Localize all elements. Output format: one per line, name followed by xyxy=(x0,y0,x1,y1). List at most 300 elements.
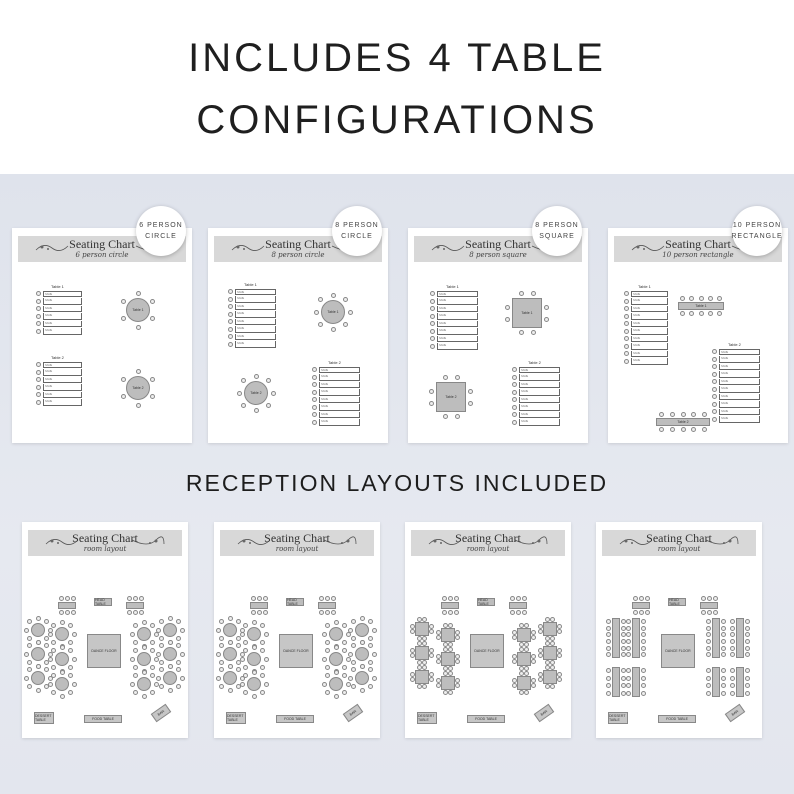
seat-number-icon xyxy=(36,400,41,405)
seat-number-icon xyxy=(228,297,233,302)
chair-icon xyxy=(680,311,685,316)
chair-icon xyxy=(606,676,611,681)
table-type-badge xyxy=(732,206,782,256)
chair-icon xyxy=(159,684,164,689)
seat-number-icon xyxy=(512,390,517,395)
chair-icon xyxy=(745,691,750,696)
chair-icon xyxy=(27,667,32,672)
square-table xyxy=(517,628,531,642)
chair-icon xyxy=(372,652,377,657)
rect-table xyxy=(250,602,268,609)
chair-icon xyxy=(519,291,524,296)
chair-icon xyxy=(368,667,373,672)
name-field: NAME xyxy=(519,404,560,411)
seat-number-icon xyxy=(312,390,317,395)
square-table xyxy=(441,652,455,666)
name-field: NAME xyxy=(719,364,760,371)
seat-number-icon xyxy=(312,375,317,380)
chair-icon xyxy=(730,619,735,624)
rect-table xyxy=(612,618,620,658)
food-table: FOOD TABLE xyxy=(276,715,314,723)
chair-icon xyxy=(59,596,64,601)
name-field: NAME xyxy=(319,397,360,404)
chair-icon xyxy=(626,676,631,681)
chair-icon xyxy=(51,640,56,645)
chair-icon xyxy=(531,654,536,659)
chair-icon xyxy=(524,666,529,671)
round-table xyxy=(223,623,237,637)
chair-icon xyxy=(342,623,347,628)
chair-icon xyxy=(706,632,711,637)
name-row xyxy=(430,290,478,298)
chair-icon xyxy=(659,412,664,417)
chair-icon xyxy=(745,646,750,651)
chair-icon xyxy=(745,626,750,631)
name-list-title: Table 1 xyxy=(51,284,64,289)
name-row xyxy=(512,374,560,382)
chair-icon xyxy=(331,293,336,298)
seat-number-icon xyxy=(312,367,317,372)
chair-icon xyxy=(706,639,711,644)
badge-line-1: 8 PERSON xyxy=(335,222,379,229)
card-title: Seating Chart xyxy=(465,237,531,251)
chair-icon xyxy=(243,690,248,695)
chair-icon xyxy=(241,378,246,383)
head-table: HEAD TABLE xyxy=(668,598,686,606)
name-field: NAME xyxy=(437,298,478,305)
chair-icon xyxy=(71,610,76,615)
chair-icon xyxy=(254,374,259,379)
chair-icon xyxy=(626,646,631,651)
chair-icon xyxy=(24,628,29,633)
name-field: NAME xyxy=(719,349,760,356)
seat-number-icon xyxy=(36,329,41,334)
chair-icon xyxy=(730,632,735,637)
card-subtitle: room layout xyxy=(657,545,701,553)
chair-icon xyxy=(36,640,41,645)
card-title: Seating Chart xyxy=(69,237,135,251)
chair-icon xyxy=(721,626,726,631)
chair-icon xyxy=(454,596,459,601)
chair-icon xyxy=(44,636,49,641)
badge-line-2: RECTANGLE xyxy=(731,233,783,240)
round-table xyxy=(329,677,343,691)
chair-icon xyxy=(730,691,735,696)
name-field: NAME xyxy=(519,367,560,374)
chair-icon xyxy=(706,691,711,696)
chair-icon xyxy=(260,665,265,670)
chair-icon xyxy=(641,632,646,637)
name-list-title: Table 2 xyxy=(51,355,64,360)
seat-number-icon xyxy=(624,359,629,364)
chair-icon xyxy=(606,619,611,624)
round-table xyxy=(163,671,177,685)
bar: BAR xyxy=(534,704,554,723)
round-table xyxy=(163,647,177,661)
chair-icon xyxy=(133,673,138,678)
chair-icon xyxy=(342,690,347,695)
name-field: NAME xyxy=(519,397,560,404)
bar: BAR xyxy=(151,704,171,723)
name-row xyxy=(312,374,360,382)
chair-icon xyxy=(243,640,248,645)
seat-number-icon xyxy=(624,299,629,304)
chair-icon xyxy=(626,683,631,688)
chair-icon xyxy=(545,684,550,689)
chair-icon xyxy=(68,648,73,653)
round-table xyxy=(329,627,343,641)
name-row xyxy=(228,311,276,319)
name-list-title: Table 2 xyxy=(728,342,741,347)
chair-icon xyxy=(342,648,347,653)
chair-icon xyxy=(348,310,353,315)
name-row xyxy=(430,328,478,336)
chair-icon xyxy=(68,673,73,678)
chair-icon xyxy=(72,657,77,662)
name-field: NAME xyxy=(43,321,82,328)
chair-icon xyxy=(429,648,434,653)
chair-icon xyxy=(713,596,718,601)
name-row xyxy=(36,313,82,321)
chair-icon xyxy=(730,652,735,657)
chair-icon xyxy=(219,667,224,672)
seat-number-icon xyxy=(712,372,717,377)
chair-icon xyxy=(706,626,711,631)
rect-table xyxy=(318,602,336,609)
seat-number-icon xyxy=(430,336,435,341)
name-list xyxy=(228,288,276,348)
name-field: NAME xyxy=(437,291,478,298)
chair-icon xyxy=(626,619,631,624)
chair-icon xyxy=(51,665,56,670)
chair-icon xyxy=(360,616,365,621)
chair-icon xyxy=(264,632,269,637)
chair-icon xyxy=(522,610,527,615)
name-field: NAME xyxy=(631,343,668,350)
card-subtitle: room layout xyxy=(466,545,510,553)
round-table: Table 1 xyxy=(126,298,150,322)
chair-icon xyxy=(706,668,711,673)
chair-icon xyxy=(168,640,173,645)
round-table: Table 1 xyxy=(321,300,345,324)
chair-icon xyxy=(442,610,447,615)
name-field: NAME xyxy=(519,419,560,426)
chair-icon xyxy=(136,291,141,296)
name-field: NAME xyxy=(43,291,82,298)
table-type-badge xyxy=(532,206,582,256)
chair-icon xyxy=(519,690,524,695)
chair-icon xyxy=(71,596,76,601)
chair-icon xyxy=(372,676,377,681)
room-layout-card xyxy=(405,522,571,738)
dance-floor: DANCE FLOOR xyxy=(470,634,504,668)
chair-icon xyxy=(641,652,646,657)
seat-number-icon xyxy=(712,394,717,399)
chair-icon xyxy=(505,317,510,322)
chair-icon xyxy=(176,643,181,648)
chair-icon xyxy=(522,596,527,601)
chair-icon xyxy=(159,619,164,624)
chair-icon xyxy=(176,684,181,689)
chair-icon xyxy=(139,596,144,601)
chair-icon xyxy=(260,623,265,628)
chair-icon xyxy=(150,623,155,628)
chair-icon xyxy=(707,610,712,615)
chair-icon xyxy=(121,316,126,321)
seat-number-icon xyxy=(430,329,435,334)
chair-icon xyxy=(322,632,327,637)
chair-icon xyxy=(745,683,750,688)
chair-icon xyxy=(127,596,132,601)
name-field: NAME xyxy=(235,296,276,303)
chair-icon xyxy=(133,648,138,653)
chair-icon xyxy=(706,619,711,624)
name-field: NAME xyxy=(235,304,276,311)
name-field: NAME xyxy=(719,401,760,408)
chair-icon xyxy=(626,639,631,644)
chair-icon xyxy=(454,610,459,615)
chair-icon xyxy=(322,682,327,687)
config-card xyxy=(608,228,788,443)
square-table xyxy=(543,646,557,660)
heading-line-2: CONFIGURATIONS xyxy=(196,98,598,142)
chair-icon xyxy=(176,636,181,641)
chair-icon xyxy=(263,610,268,615)
chair-icon xyxy=(368,643,373,648)
name-row xyxy=(228,296,276,304)
round-table xyxy=(247,677,261,691)
chair-icon xyxy=(730,646,735,651)
rect-table xyxy=(736,667,744,697)
seat-number-icon xyxy=(712,409,717,414)
name-row xyxy=(430,320,478,328)
chair-icon xyxy=(27,684,32,689)
seat-number-icon xyxy=(36,314,41,319)
seat-number-icon xyxy=(430,344,435,349)
chair-icon xyxy=(557,624,562,629)
name-row xyxy=(36,376,82,384)
chair-icon xyxy=(133,623,138,628)
chair-icon xyxy=(254,408,259,413)
seat-number-icon xyxy=(624,351,629,356)
chair-icon xyxy=(702,412,707,417)
chair-icon xyxy=(422,636,427,641)
name-row xyxy=(430,343,478,351)
chair-icon xyxy=(314,310,319,315)
name-row xyxy=(624,343,668,351)
chair-icon xyxy=(721,632,726,637)
name-row xyxy=(712,408,760,416)
chair-icon xyxy=(505,305,510,310)
chair-icon xyxy=(27,619,32,624)
name-list xyxy=(712,348,760,423)
chair-icon xyxy=(331,327,336,332)
square-table xyxy=(517,676,531,690)
chair-icon xyxy=(121,299,126,304)
card-title: Seating Chart xyxy=(265,237,331,251)
chair-icon xyxy=(180,652,185,657)
chair-icon xyxy=(176,660,181,665)
round-table xyxy=(55,627,69,641)
chair-icon xyxy=(236,636,241,641)
name-row xyxy=(228,333,276,341)
name-field: NAME xyxy=(43,384,82,391)
chair-icon xyxy=(159,667,164,672)
rect-table xyxy=(441,602,459,609)
chair-icon xyxy=(334,645,339,650)
name-list-title: Table 1 xyxy=(446,284,459,289)
chair-icon xyxy=(707,596,712,601)
name-row xyxy=(36,290,82,298)
seat-number-icon xyxy=(712,357,717,362)
name-row xyxy=(624,320,668,328)
name-field: NAME xyxy=(631,291,668,298)
chair-icon xyxy=(691,427,696,432)
chair-icon xyxy=(271,391,276,396)
chair-icon xyxy=(216,676,221,681)
chair-icon xyxy=(168,688,173,693)
chair-icon xyxy=(243,673,248,678)
name-row xyxy=(712,356,760,364)
chair-icon xyxy=(24,676,29,681)
rect-table xyxy=(612,667,620,697)
chair-icon xyxy=(348,652,353,657)
name-row xyxy=(312,389,360,397)
name-field: NAME xyxy=(235,326,276,333)
name-row xyxy=(512,396,560,404)
chair-icon xyxy=(156,628,161,633)
rect-table xyxy=(509,602,527,609)
square-table xyxy=(415,670,429,684)
chair-icon xyxy=(133,596,138,601)
name-row xyxy=(36,320,82,328)
name-field: NAME xyxy=(631,306,668,313)
chair-icon xyxy=(150,640,155,645)
chair-icon xyxy=(626,691,631,696)
name-field: NAME xyxy=(43,306,82,313)
seat-number-icon xyxy=(36,385,41,390)
chair-icon xyxy=(68,690,73,695)
chair-icon xyxy=(706,652,711,657)
chair-icon xyxy=(346,682,351,687)
name-field: NAME xyxy=(43,369,82,376)
name-row xyxy=(36,384,82,392)
name-field: NAME xyxy=(235,289,276,296)
name-row xyxy=(512,411,560,419)
seat-number-icon xyxy=(36,377,41,382)
chair-icon xyxy=(68,640,73,645)
chair-icon xyxy=(545,636,550,641)
chair-icon xyxy=(325,623,330,628)
chair-icon xyxy=(443,414,448,419)
room-layout-card xyxy=(22,522,188,738)
name-field: NAME xyxy=(235,334,276,341)
chair-icon xyxy=(240,632,245,637)
chair-icon xyxy=(159,660,164,665)
seat-number-icon xyxy=(36,392,41,397)
name-field: NAME xyxy=(631,298,668,305)
round-table xyxy=(355,671,369,685)
name-row xyxy=(712,416,760,424)
chair-icon xyxy=(216,652,221,657)
rect-table xyxy=(712,618,720,658)
name-field: NAME xyxy=(631,358,668,365)
name-field: NAME xyxy=(235,341,276,348)
name-field: NAME xyxy=(719,409,760,416)
round-table xyxy=(355,647,369,661)
dance-floor: DANCE FLOOR xyxy=(87,634,121,668)
seat-number-icon xyxy=(512,420,517,425)
rect-table xyxy=(632,602,650,609)
chair-icon xyxy=(130,632,135,637)
chair-icon xyxy=(557,648,562,653)
name-row xyxy=(430,298,478,306)
chair-icon xyxy=(228,616,233,621)
chair-icon xyxy=(360,688,365,693)
chair-icon xyxy=(730,639,735,644)
chair-icon xyxy=(524,642,529,647)
chair-icon xyxy=(721,646,726,651)
chair-icon xyxy=(243,623,248,628)
dessert-table: DESSERT TABLE xyxy=(417,712,437,724)
chair-icon xyxy=(641,683,646,688)
chair-icon xyxy=(429,653,434,658)
chair-icon xyxy=(318,297,323,302)
name-field: NAME xyxy=(319,419,360,426)
chair-icon xyxy=(422,660,427,665)
chair-icon xyxy=(368,636,373,641)
name-field: NAME xyxy=(43,313,82,320)
seat-number-icon xyxy=(712,364,717,369)
chair-icon xyxy=(156,676,161,681)
chair-icon xyxy=(545,660,550,665)
chair-icon xyxy=(150,377,155,382)
seat-number-icon xyxy=(624,336,629,341)
chair-icon xyxy=(417,660,422,665)
chair-icon xyxy=(150,316,155,321)
chair-icon xyxy=(180,676,185,681)
round-table xyxy=(163,623,177,637)
table-type-badge xyxy=(136,206,186,256)
chair-icon xyxy=(730,626,735,631)
rect-table xyxy=(58,602,76,609)
chair-icon xyxy=(60,620,65,625)
name-field: NAME xyxy=(719,386,760,393)
chair-icon xyxy=(745,676,750,681)
seat-number-icon xyxy=(312,382,317,387)
seat-number-icon xyxy=(228,289,233,294)
head-table: HEAD TABLE xyxy=(286,598,304,606)
chair-icon xyxy=(721,652,726,657)
chair-icon xyxy=(59,610,64,615)
chair-icon xyxy=(266,378,271,383)
chair-icon xyxy=(44,643,49,648)
name-field: NAME xyxy=(519,374,560,381)
chair-icon xyxy=(706,676,711,681)
chair-icon xyxy=(531,630,536,635)
chair-icon xyxy=(142,694,147,699)
chair-icon xyxy=(626,632,631,637)
chair-icon xyxy=(36,688,41,693)
round-table: Table 2 xyxy=(244,381,268,405)
card-subtitle: 10 person rectangle xyxy=(662,251,734,259)
square-table xyxy=(415,646,429,660)
chair-icon xyxy=(133,690,138,695)
chair-icon xyxy=(360,640,365,645)
name-list xyxy=(36,290,82,335)
chair-icon xyxy=(645,610,650,615)
round-table xyxy=(31,671,45,685)
